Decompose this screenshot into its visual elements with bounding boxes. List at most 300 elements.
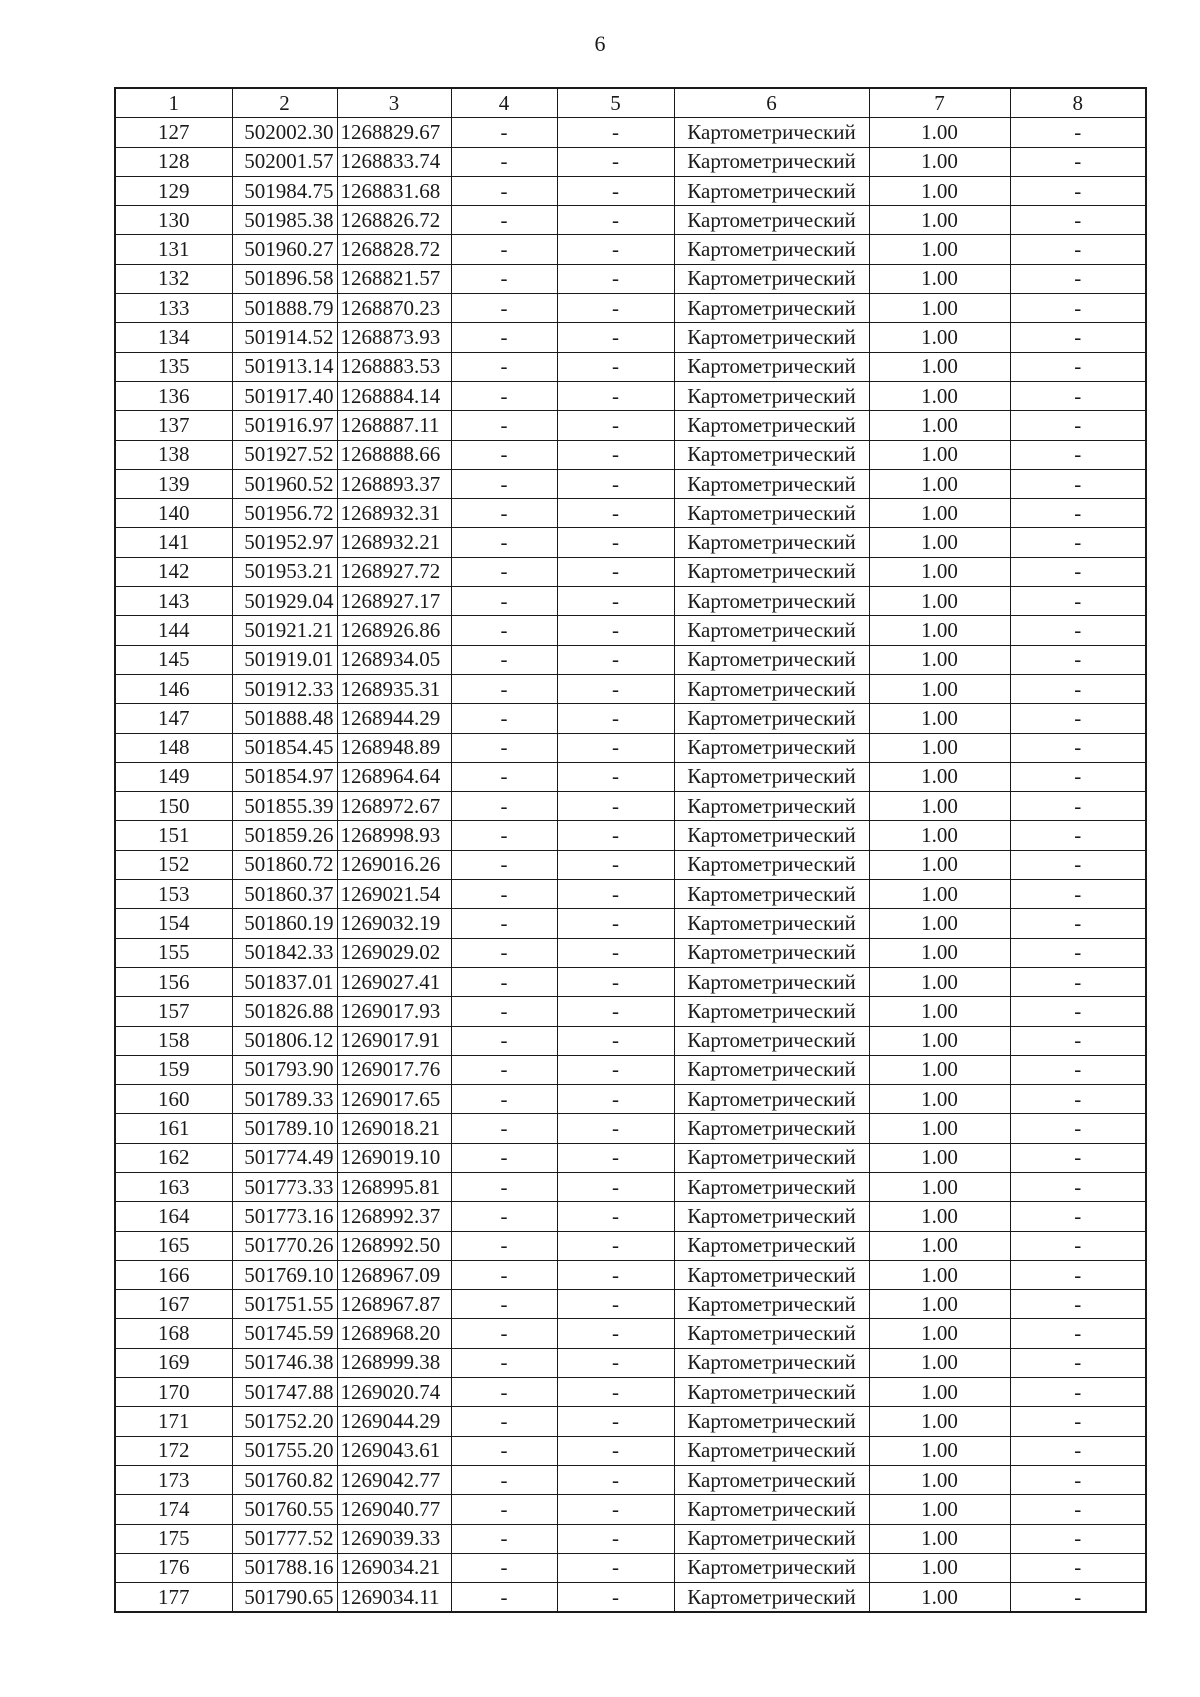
table-cell-col-7: 1.00	[869, 587, 1010, 616]
table-cell-col-3: 1268870.23	[337, 294, 451, 323]
table-cell-col-3: 1268821.57	[337, 264, 451, 293]
table-cell-col-7: 1.00	[869, 909, 1010, 938]
table-cell-col-3: 1269027.41	[337, 967, 451, 996]
table-cell-col-4: -	[451, 528, 557, 557]
table-cell-col-8: -	[1010, 1172, 1146, 1201]
table-cell-col-4: -	[451, 1172, 557, 1201]
table-cell-col-5: -	[557, 147, 674, 176]
table-cell-col-1: 158	[115, 1026, 232, 1055]
table-cell-col-2: 501745.59	[232, 1319, 337, 1348]
table-cell-col-2: 501859.26	[232, 821, 337, 850]
table-cell-col-4: -	[451, 1026, 557, 1055]
table-cell-col-3: 1268884.14	[337, 381, 451, 410]
table-cell-col-3: 1268972.67	[337, 792, 451, 821]
table-cell-col-3: 1268992.50	[337, 1231, 451, 1260]
table-cell-col-1: 128	[115, 147, 232, 176]
table-cell-col-3: 1268831.68	[337, 176, 451, 205]
table-cell-col-8: -	[1010, 440, 1146, 469]
table-cell-col-5: -	[557, 645, 674, 674]
table-cell-col-4: -	[451, 118, 557, 147]
table-cell-col-7: 1.00	[869, 997, 1010, 1026]
table-cell-col-3: 1268998.93	[337, 821, 451, 850]
table-cell-col-6: Картометрический	[674, 1553, 869, 1582]
table-cell-col-2: 501919.01	[232, 645, 337, 674]
table-cell-col-5: -	[557, 587, 674, 616]
table-cell-col-2: 501770.26	[232, 1231, 337, 1260]
table-row	[115, 1524, 1146, 1553]
table-cell-col-8: -	[1010, 616, 1146, 645]
table-cell-col-4: -	[451, 645, 557, 674]
table-cell-col-3: 1269016.26	[337, 850, 451, 879]
table-cell-col-3: 1268883.53	[337, 352, 451, 381]
table-cell-col-1: 152	[115, 850, 232, 879]
table-cell-col-5: -	[557, 264, 674, 293]
table-cell-col-7: 1.00	[869, 850, 1010, 879]
table-cell-col-6: Картометрический	[674, 264, 869, 293]
table-cell-col-3: 1268999.38	[337, 1348, 451, 1377]
table-cell-col-8: -	[1010, 557, 1146, 586]
table-cell-col-1: 173	[115, 1465, 232, 1494]
table-cell-col-5: -	[557, 762, 674, 791]
table-cell-col-1: 143	[115, 587, 232, 616]
table-cell-col-3: 1268828.72	[337, 235, 451, 264]
table-cell-col-2: 501760.55	[232, 1495, 337, 1524]
table-cell-col-2: 501953.21	[232, 557, 337, 586]
table-cell-col-7: 1.00	[869, 294, 1010, 323]
table-cell-col-5: -	[557, 1465, 674, 1494]
table-cell-col-8: -	[1010, 1319, 1146, 1348]
table-row	[115, 733, 1146, 762]
table-cell-col-8: -	[1010, 1260, 1146, 1289]
table-cell-col-7: 1.00	[869, 733, 1010, 762]
table-cell-col-3: 1268934.05	[337, 645, 451, 674]
table-cell-col-4: -	[451, 381, 557, 410]
table-cell-col-7: 1.00	[869, 1290, 1010, 1319]
table-cell-col-3: 1269043.61	[337, 1436, 451, 1465]
table-cell-col-7: 1.00	[869, 147, 1010, 176]
table-cell-col-7: 1.00	[869, 1436, 1010, 1465]
table-cell-col-7: 1.00	[869, 1260, 1010, 1289]
table-cell-col-6: Картометрический	[674, 118, 869, 147]
table-cell-col-2: 501912.33	[232, 674, 337, 703]
table-cell-col-3: 1269042.77	[337, 1465, 451, 1494]
table-cell-col-1: 130	[115, 206, 232, 235]
table-cell-col-3: 1269017.93	[337, 997, 451, 1026]
table-cell-col-8: -	[1010, 850, 1146, 879]
table-cell-col-1: 160	[115, 1085, 232, 1114]
table-cell-col-7: 1.00	[869, 704, 1010, 733]
table-cell-col-7: 1.00	[869, 411, 1010, 440]
table-cell-col-2: 501952.97	[232, 528, 337, 557]
table-cell-col-8: -	[1010, 1495, 1146, 1524]
table-cell-col-5: -	[557, 1378, 674, 1407]
table-cell-col-5: -	[557, 821, 674, 850]
table-cell-col-4: -	[451, 704, 557, 733]
table-cell-col-7: 1.00	[869, 1553, 1010, 1582]
table-cell-col-5: -	[557, 1172, 674, 1201]
table-cell-col-7: 1.00	[869, 1085, 1010, 1114]
table-cell-col-7: 1.00	[869, 440, 1010, 469]
table-cell-col-8: -	[1010, 997, 1146, 1026]
table-row	[115, 1495, 1146, 1524]
table-cell-col-4: -	[451, 1436, 557, 1465]
table-cell-col-1: 148	[115, 733, 232, 762]
table-cell-col-2: 501896.58	[232, 264, 337, 293]
table-cell-col-5: -	[557, 1202, 674, 1231]
table-cell-col-1: 169	[115, 1348, 232, 1377]
table-cell-col-2: 501752.20	[232, 1407, 337, 1436]
table-cell-col-4: -	[451, 938, 557, 967]
table-row	[115, 1202, 1146, 1231]
table-cell-col-8: -	[1010, 1465, 1146, 1494]
table-row	[115, 1026, 1146, 1055]
table-cell-col-4: -	[451, 880, 557, 909]
table-row	[115, 264, 1146, 293]
table-cell-col-2: 501747.88	[232, 1378, 337, 1407]
table-cell-col-1: 157	[115, 997, 232, 1026]
table-cell-col-2: 502002.30	[232, 118, 337, 147]
table-row	[115, 469, 1146, 498]
table-cell-col-6: Картометрический	[674, 1465, 869, 1494]
table-cell-col-7: 1.00	[869, 264, 1010, 293]
table-row	[115, 1583, 1146, 1613]
table-cell-col-7: 1.00	[869, 1465, 1010, 1494]
table-cell-col-7: 1.00	[869, 1143, 1010, 1172]
table-cell-col-4: -	[451, 469, 557, 498]
table-row	[115, 997, 1146, 1026]
table-cell-col-7: 1.00	[869, 352, 1010, 381]
table-cell-col-8: -	[1010, 967, 1146, 996]
table-cell-col-2: 501755.20	[232, 1436, 337, 1465]
table-cell-col-7: 1.00	[869, 118, 1010, 147]
table-row	[115, 909, 1146, 938]
table-cell-col-6: Картометрический	[674, 1085, 869, 1114]
table-row	[115, 1436, 1146, 1465]
table-row	[115, 1055, 1146, 1084]
table-cell-col-8: -	[1010, 1026, 1146, 1055]
table-cell-col-5: -	[557, 704, 674, 733]
table-cell-col-7: 1.00	[869, 821, 1010, 850]
table-cell-col-6: Картометрический	[674, 1524, 869, 1553]
table-cell-col-1: 164	[115, 1202, 232, 1231]
table-cell-col-1: 162	[115, 1143, 232, 1172]
table-cell-col-5: -	[557, 294, 674, 323]
table-row	[115, 1143, 1146, 1172]
table-cell-col-5: -	[557, 674, 674, 703]
table-cell-col-2: 501760.82	[232, 1465, 337, 1494]
table-cell-col-4: -	[451, 294, 557, 323]
table-cell-col-4: -	[451, 1524, 557, 1553]
table-cell-col-2: 501793.90	[232, 1055, 337, 1084]
table-cell-col-1: 154	[115, 909, 232, 938]
table-cell-col-3: 1268873.93	[337, 323, 451, 352]
table-cell-col-2: 501789.10	[232, 1114, 337, 1143]
table-cell-col-6: Картометрический	[674, 1172, 869, 1201]
table-cell-col-8: -	[1010, 587, 1146, 616]
table-cell-col-6: Картометрический	[674, 1290, 869, 1319]
table-cell-col-2: 501984.75	[232, 176, 337, 205]
table-cell-col-7: 1.00	[869, 499, 1010, 528]
table-cell-col-4: -	[451, 1407, 557, 1436]
column-header-1: 1	[115, 88, 232, 118]
table-cell-col-5: -	[557, 1055, 674, 1084]
table-row	[115, 1465, 1146, 1494]
table-cell-col-5: -	[557, 176, 674, 205]
table-cell-col-8: -	[1010, 352, 1146, 381]
table-cell-col-7: 1.00	[869, 967, 1010, 996]
table-cell-col-3: 1268888.66	[337, 440, 451, 469]
table-cell-col-8: -	[1010, 1114, 1146, 1143]
table-cell-col-2: 501929.04	[232, 587, 337, 616]
table-cell-col-2: 501860.72	[232, 850, 337, 879]
table-body	[115, 118, 1146, 1613]
table-cell-col-2: 501860.37	[232, 880, 337, 909]
table-cell-col-5: -	[557, 499, 674, 528]
table-row	[115, 704, 1146, 733]
table-cell-col-2: 501888.79	[232, 294, 337, 323]
table-cell-col-6: Картометрический	[674, 381, 869, 410]
table-cell-col-6: Картометрический	[674, 1583, 869, 1613]
table-row	[115, 1290, 1146, 1319]
table-cell-col-4: -	[451, 1378, 557, 1407]
table-cell-col-8: -	[1010, 235, 1146, 264]
table-cell-col-6: Картометрический	[674, 762, 869, 791]
table-cell-col-4: -	[451, 1143, 557, 1172]
table-cell-col-3: 1269039.33	[337, 1524, 451, 1553]
table-cell-col-3: 1269020.74	[337, 1378, 451, 1407]
table-cell-col-4: -	[451, 1348, 557, 1377]
table-cell-col-6: Картометрический	[674, 411, 869, 440]
table-cell-col-6: Картометрический	[674, 733, 869, 762]
table-cell-col-1: 139	[115, 469, 232, 498]
table-cell-col-8: -	[1010, 938, 1146, 967]
column-header-3: 3	[337, 88, 451, 118]
table-cell-col-2: 501790.65	[232, 1583, 337, 1613]
table-cell-col-3: 1269017.65	[337, 1085, 451, 1114]
table-cell-col-6: Картометрический	[674, 1260, 869, 1289]
table-row	[115, 528, 1146, 557]
table-cell-col-1: 168	[115, 1319, 232, 1348]
table-cell-col-8: -	[1010, 1436, 1146, 1465]
table-cell-col-6: Картометрический	[674, 1143, 869, 1172]
table-cell-col-4: -	[451, 1085, 557, 1114]
table-cell-col-6: Картометрический	[674, 674, 869, 703]
table-row	[115, 206, 1146, 235]
table-cell-col-3: 1268826.72	[337, 206, 451, 235]
table-cell-col-1: 144	[115, 616, 232, 645]
table-cell-col-8: -	[1010, 528, 1146, 557]
table-cell-col-2: 501777.52	[232, 1524, 337, 1553]
table-cell-col-1: 145	[115, 645, 232, 674]
table-cell-col-7: 1.00	[869, 792, 1010, 821]
table-cell-col-3: 1269044.29	[337, 1407, 451, 1436]
table-row	[115, 1085, 1146, 1114]
table-cell-col-7: 1.00	[869, 469, 1010, 498]
table-cell-col-8: -	[1010, 762, 1146, 791]
table-cell-col-2: 501855.39	[232, 792, 337, 821]
table-cell-col-8: -	[1010, 206, 1146, 235]
table-cell-col-7: 1.00	[869, 645, 1010, 674]
table-row	[115, 1114, 1146, 1143]
table-cell-col-2: 501826.88	[232, 997, 337, 1026]
table-cell-col-8: -	[1010, 1348, 1146, 1377]
table-cell-col-7: 1.00	[869, 880, 1010, 909]
table-cell-col-7: 1.00	[869, 1026, 1010, 1055]
table-cell-col-1: 174	[115, 1495, 232, 1524]
table-row	[115, 323, 1146, 352]
table-cell-col-3: 1269034.11	[337, 1583, 451, 1613]
table-cell-col-3: 1268967.09	[337, 1260, 451, 1289]
table-cell-col-6: Картометрический	[674, 352, 869, 381]
table-cell-col-8: -	[1010, 1202, 1146, 1231]
table-cell-col-5: -	[557, 352, 674, 381]
table-header-row	[115, 88, 1146, 118]
table-cell-col-6: Картометрический	[674, 206, 869, 235]
table-cell-col-1: 153	[115, 880, 232, 909]
table-cell-col-2: 501746.38	[232, 1348, 337, 1377]
table-cell-col-6: Картометрический	[674, 1407, 869, 1436]
table-row	[115, 821, 1146, 850]
table-cell-col-6: Картометрический	[674, 147, 869, 176]
table-cell-col-7: 1.00	[869, 1378, 1010, 1407]
table-cell-col-1: 127	[115, 118, 232, 147]
table-cell-col-7: 1.00	[869, 1495, 1010, 1524]
table-cell-col-6: Картометрический	[674, 1114, 869, 1143]
table-cell-col-5: -	[557, 1026, 674, 1055]
table-cell-col-1: 161	[115, 1114, 232, 1143]
table-cell-col-6: Картометрический	[674, 821, 869, 850]
table-cell-col-7: 1.00	[869, 1114, 1010, 1143]
table-row	[115, 880, 1146, 909]
table-cell-col-5: -	[557, 1114, 674, 1143]
table-cell-col-3: 1268887.11	[337, 411, 451, 440]
table-cell-col-8: -	[1010, 1407, 1146, 1436]
table-cell-col-1: 151	[115, 821, 232, 850]
table-cell-col-5: -	[557, 557, 674, 586]
table-cell-col-3: 1268833.74	[337, 147, 451, 176]
table-cell-col-6: Картометрический	[674, 967, 869, 996]
table-cell-col-4: -	[451, 616, 557, 645]
table-cell-col-7: 1.00	[869, 616, 1010, 645]
table-cell-col-5: -	[557, 469, 674, 498]
table-cell-col-8: -	[1010, 294, 1146, 323]
table-cell-col-1: 134	[115, 323, 232, 352]
table-cell-col-3: 1268926.86	[337, 616, 451, 645]
table-cell-col-7: 1.00	[869, 1202, 1010, 1231]
table-cell-col-2: 501788.16	[232, 1553, 337, 1582]
table-cell-col-5: -	[557, 323, 674, 352]
table-cell-col-5: -	[557, 1407, 674, 1436]
table-cell-col-1: 165	[115, 1231, 232, 1260]
table-cell-col-6: Картометрический	[674, 440, 869, 469]
table-cell-col-6: Картометрический	[674, 997, 869, 1026]
table-cell-col-6: Картометрический	[674, 645, 869, 674]
table-cell-col-6: Картометрический	[674, 587, 869, 616]
table-cell-col-3: 1269017.76	[337, 1055, 451, 1084]
table-cell-col-8: -	[1010, 704, 1146, 733]
table-cell-col-6: Картометрический	[674, 1026, 869, 1055]
table-row	[115, 616, 1146, 645]
table-cell-col-5: -	[557, 1436, 674, 1465]
table-cell-col-1: 136	[115, 381, 232, 410]
table-cell-col-1: 141	[115, 528, 232, 557]
table-cell-col-3: 1268927.17	[337, 587, 451, 616]
table-cell-col-2: 501854.45	[232, 733, 337, 762]
table-cell-col-4: -	[451, 909, 557, 938]
table-row	[115, 1378, 1146, 1407]
table-row	[115, 1407, 1146, 1436]
table-cell-col-5: -	[557, 1348, 674, 1377]
table-cell-col-1: 156	[115, 967, 232, 996]
table-cell-col-2: 501789.33	[232, 1085, 337, 1114]
table-cell-col-4: -	[451, 323, 557, 352]
table-cell-col-7: 1.00	[869, 1055, 1010, 1084]
table-cell-col-4: -	[451, 176, 557, 205]
table-cell-col-3: 1268893.37	[337, 469, 451, 498]
table-cell-col-2: 501913.14	[232, 352, 337, 381]
table-cell-col-5: -	[557, 1495, 674, 1524]
table-cell-col-3: 1268927.72	[337, 557, 451, 586]
table-cell-col-3: 1269019.10	[337, 1143, 451, 1172]
table-row	[115, 411, 1146, 440]
table-cell-col-2: 501917.40	[232, 381, 337, 410]
table-cell-col-5: -	[557, 1524, 674, 1553]
table-cell-col-6: Картометрический	[674, 1378, 869, 1407]
table-cell-col-6: Картометрический	[674, 1436, 869, 1465]
table-cell-col-7: 1.00	[869, 762, 1010, 791]
table-cell-col-2: 501773.16	[232, 1202, 337, 1231]
table-cell-col-2: 501773.33	[232, 1172, 337, 1201]
table-cell-col-2: 501854.97	[232, 762, 337, 791]
table-cell-col-3: 1268995.81	[337, 1172, 451, 1201]
table-cell-col-2: 501888.48	[232, 704, 337, 733]
table-cell-col-4: -	[451, 1055, 557, 1084]
table-cell-col-1: 175	[115, 1524, 232, 1553]
table-cell-col-5: -	[557, 909, 674, 938]
table-cell-col-8: -	[1010, 1290, 1146, 1319]
table-cell-col-2: 501751.55	[232, 1290, 337, 1319]
table-cell-col-4: -	[451, 967, 557, 996]
table-cell-col-4: -	[451, 147, 557, 176]
table-row	[115, 587, 1146, 616]
table-cell-col-1: 129	[115, 176, 232, 205]
table-cell-col-8: -	[1010, 880, 1146, 909]
table-cell-col-5: -	[557, 1319, 674, 1348]
table-cell-col-5: -	[557, 733, 674, 762]
table-cell-col-7: 1.00	[869, 1319, 1010, 1348]
table-row	[115, 938, 1146, 967]
table-cell-col-7: 1.00	[869, 235, 1010, 264]
table-cell-col-7: 1.00	[869, 323, 1010, 352]
table-cell-col-5: -	[557, 1143, 674, 1172]
table-cell-col-8: -	[1010, 1055, 1146, 1084]
table-row	[115, 967, 1146, 996]
table-cell-col-5: -	[557, 1583, 674, 1613]
table-cell-col-6: Картометрический	[674, 323, 869, 352]
column-header-4: 4	[451, 88, 557, 118]
table-cell-col-8: -	[1010, 499, 1146, 528]
table-cell-col-4: -	[451, 1114, 557, 1143]
table-cell-col-1: 170	[115, 1378, 232, 1407]
table-cell-col-4: -	[451, 1465, 557, 1494]
table-cell-col-7: 1.00	[869, 381, 1010, 410]
table-cell-col-1: 135	[115, 352, 232, 381]
table-cell-col-1: 138	[115, 440, 232, 469]
table-cell-col-8: -	[1010, 1143, 1146, 1172]
table-header	[115, 88, 1146, 118]
table-cell-col-7: 1.00	[869, 938, 1010, 967]
table-cell-col-1: 155	[115, 938, 232, 967]
